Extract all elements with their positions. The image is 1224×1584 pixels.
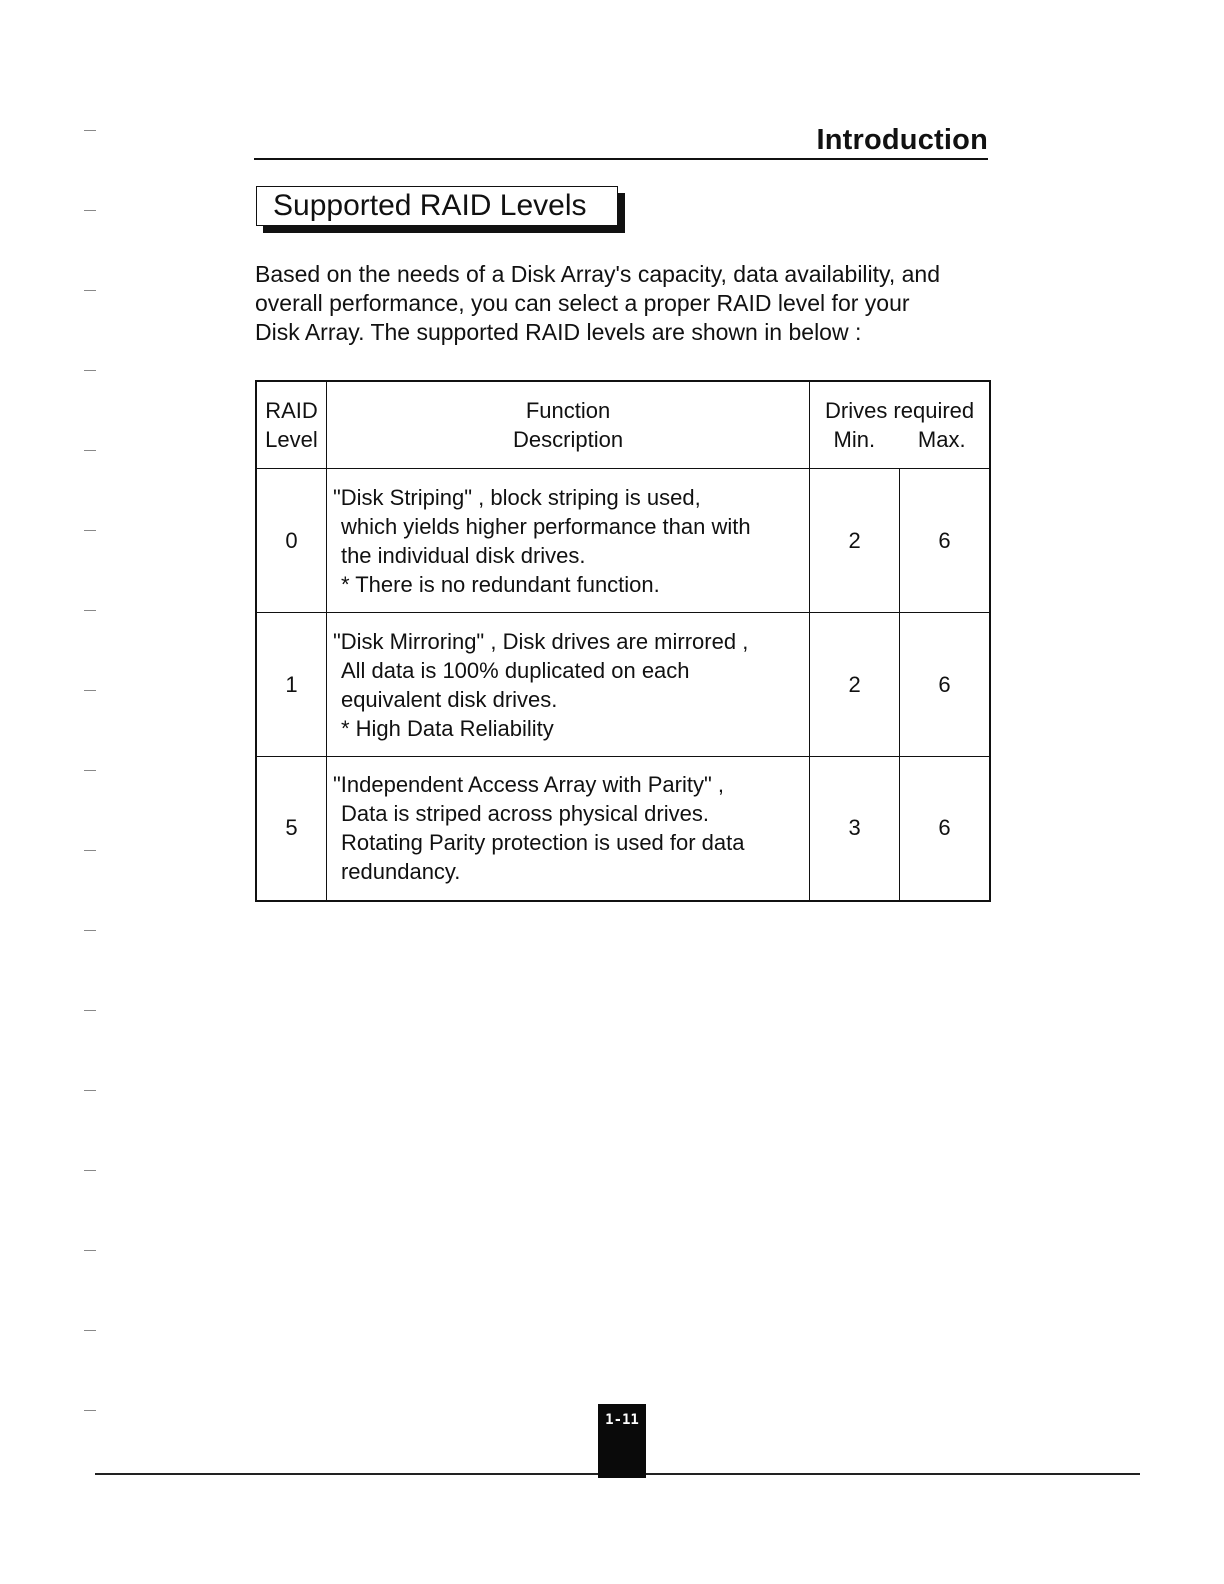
margin-mark (84, 450, 96, 451)
section-title-box (256, 186, 618, 226)
header-function-line1: Function (525, 398, 611, 423)
header-raid-level-line1: RAID (265, 398, 318, 423)
header-rule (254, 158, 988, 160)
header-drives-required (810, 381, 990, 469)
description-line: "Disk Striping" , block striping is used, (332, 484, 701, 510)
margin-mark (84, 690, 96, 691)
margin-mark (84, 1250, 96, 1251)
raid-level-cell: 0 (256, 469, 326, 613)
margin-mark (84, 130, 96, 131)
table-header-row (256, 381, 990, 469)
margin-mark (84, 1010, 96, 1011)
margin-mark (84, 1330, 96, 1331)
page-number: 1-11 (605, 1412, 639, 1428)
table-row-raid-5 (256, 757, 990, 901)
description-line: redundancy. (340, 859, 461, 885)
description-cell (326, 469, 809, 613)
intro-line: overall performance, you can select a proper RAID level for your (255, 290, 910, 316)
description-line: "Independent Access Array with Parity" , (332, 772, 724, 798)
header-function (326, 381, 809, 469)
description-line: Data is striped across physical drives. (340, 801, 709, 827)
intro-paragraph (255, 260, 995, 347)
description-line: the individual disk drives. (340, 542, 586, 568)
description-line: equivalent disk drives. (340, 686, 558, 712)
table-row-raid-1 (256, 613, 990, 757)
chapter-title: Introduction (816, 124, 988, 156)
min-drives-cell: 3 (810, 757, 900, 901)
min-drives-cell: 2 (810, 469, 900, 613)
margin-mark (84, 850, 96, 851)
margin-mark (84, 210, 96, 211)
header-function-line2: Description (513, 427, 624, 452)
margin-mark (84, 290, 96, 291)
margin-mark (84, 530, 96, 531)
margin-mark (84, 1170, 96, 1171)
margin-mark (84, 930, 96, 931)
page-number-tab (598, 1404, 646, 1478)
raid-levels-table (255, 380, 991, 902)
raid-level-cell: 1 (256, 613, 326, 757)
header-drives-label: Drives required (824, 398, 975, 423)
margin-mark (84, 770, 96, 771)
description-cell (326, 613, 809, 757)
margin-mark (84, 370, 96, 371)
description-line: * There is no redundant function. (340, 571, 660, 597)
header-raid-level (256, 381, 326, 469)
intro-line: Disk Array. The supported RAID levels are shown in below : (255, 319, 862, 345)
description-line: "Disk Mirroring" , Disk drives are mirrored , (332, 628, 749, 654)
min-drives-cell: 2 (810, 613, 900, 757)
header-raid-level-line2: Level (265, 427, 318, 452)
table-row-raid-0 (256, 469, 990, 613)
header-min: Min. (833, 427, 876, 452)
description-line: which yields higher performance than with (340, 513, 751, 539)
description-line: All data is 100% duplicated on each (340, 657, 690, 683)
margin-mark (84, 610, 96, 611)
description-line: Rotating Parity protection is used for data (340, 830, 745, 856)
raid-level-cell: 5 (256, 757, 326, 901)
header-max: Max. (917, 427, 966, 452)
max-drives-cell: 6 (900, 613, 990, 757)
margin-mark (84, 1090, 96, 1091)
margin-mark (84, 1410, 96, 1411)
max-drives-cell: 6 (900, 469, 990, 613)
description-line: * High Data Reliability (340, 715, 554, 741)
section-title: Supported RAID Levels (273, 189, 587, 222)
description-cell (326, 757, 809, 901)
max-drives-cell: 6 (900, 757, 990, 901)
intro-line: Based on the needs of a Disk Array's capacity, data availability, and (255, 261, 940, 287)
